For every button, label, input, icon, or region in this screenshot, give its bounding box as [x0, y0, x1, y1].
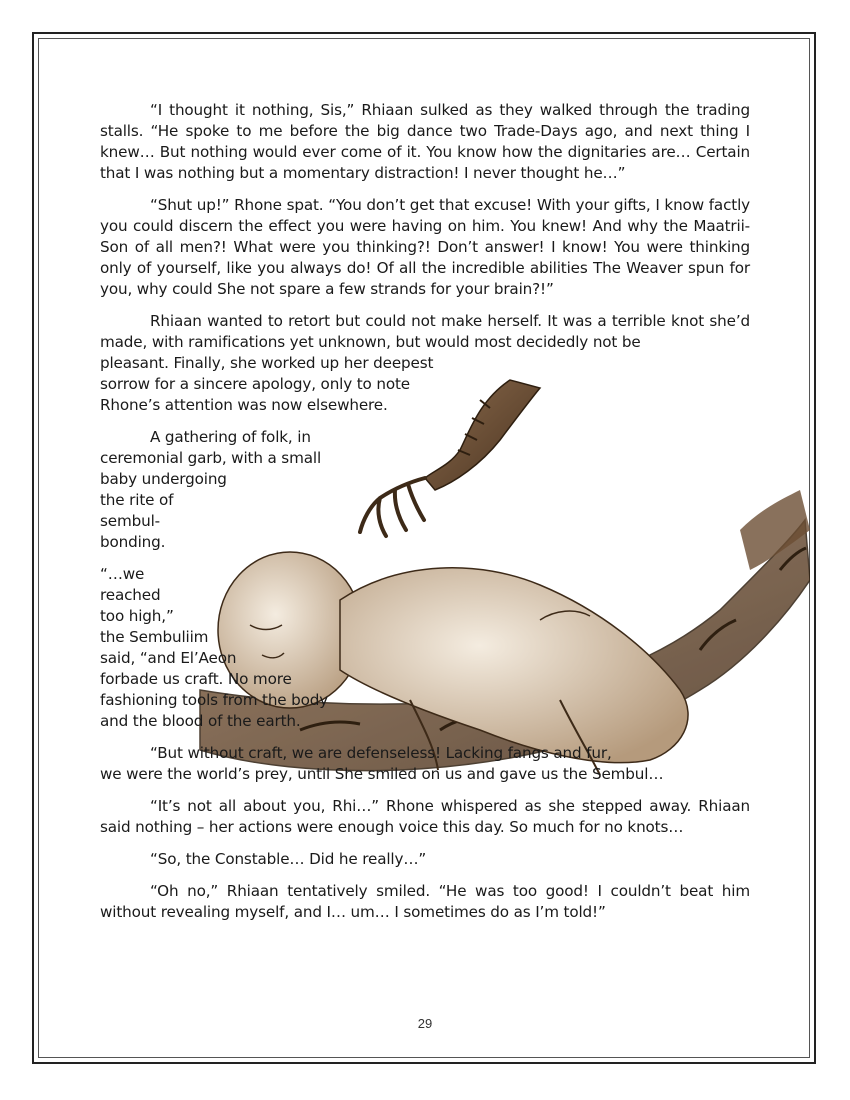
paragraph-8: “So, the Constable… Did he really…” — [150, 850, 427, 868]
paragraph-4 — [100, 427, 750, 553]
paragraph-6 — [100, 743, 750, 785]
paragraph-3-line: pleasant. Finally, she worked up her deepest — [100, 354, 434, 372]
paragraph-9: “Oh no,” Rhiaan tentatively smiled. “He was too good! I couldn’t beat him without revealing myself, and I… um… I sometimes do as I’m told!” — [100, 882, 750, 921]
paragraph-4-line: bonding. — [100, 533, 166, 551]
paragraph-5-line: reached — [100, 586, 161, 604]
paragraph-4-line: sembul- — [100, 512, 160, 530]
paragraph-6-line: “But without craft, we are defenseless! Lacking fangs and fur, — [150, 744, 612, 762]
paragraph-4-line: baby undergoing — [100, 470, 227, 488]
paragraph-5-line: too high,” — [100, 607, 174, 625]
paragraph-5-line: “…we — [100, 565, 145, 583]
paragraph-5-line: forbade us craft. No more — [100, 670, 292, 688]
paragraph-3: Rhiaan wanted to retort but could not make herself. It was a terrible knot she’d made, with ramifications yet unknown, but would most decidedly not be — [100, 312, 750, 351]
paragraph-5-line: said, “and El’Aeon — [100, 649, 237, 667]
story-text — [100, 100, 750, 923]
paragraph-3-line: sorrow for a sincere apology, only to note — [100, 375, 410, 393]
paragraph-5-line: fashioning tools from the body — [100, 691, 329, 709]
paragraph-6-line: we were the world’s prey, until She smiled on us and gave us the Sembul… — [100, 765, 664, 783]
paragraph-2: “Shut up!” Rhone spat. “You don’t get that excuse! With your gifts, I know factly you could discern the effect you were having on him. You knew! And why the Maatrii-Son of all men?! What were you thinking?! Don’t answer! I know! You were thinking only of yourself, like you always do! Of all the incredible abilities The Weaver spun for you, why could She not spare a few strands for your brain?!” — [100, 196, 750, 298]
paragraph-4-line: ceremonial garb, with a small — [100, 449, 322, 467]
page-number: 29 — [417, 1016, 433, 1031]
paragraph-5 — [100, 564, 750, 732]
paragraph-1: “I thought it nothing, Sis,” Rhiaan sulked as they walked through the trading stalls. “He spoke to me before the big dance two Trade-Days ago, and next thing I knew… But nothing would ever come of it. You know how the dignitaries are… Certain that I was nothing but a momentary distraction! I never thought he…” — [100, 101, 750, 182]
paragraph-4-line: the rite of — [100, 491, 174, 509]
paragraph-4-line: A gathering of folk, in — [150, 428, 311, 446]
paragraph-5-line: and the blood of the earth. — [100, 712, 301, 730]
paragraph-3-line: Rhone’s attention was now elsewhere. — [100, 396, 388, 414]
paragraph-7: “It’s not all about you, Rhi…” Rhone whispered as she stepped away. Rhiaan said nothing – her actions were enough voice this day. So much for no knots… — [100, 797, 750, 836]
paragraph-5-line: the Sembuliim — [100, 628, 209, 646]
